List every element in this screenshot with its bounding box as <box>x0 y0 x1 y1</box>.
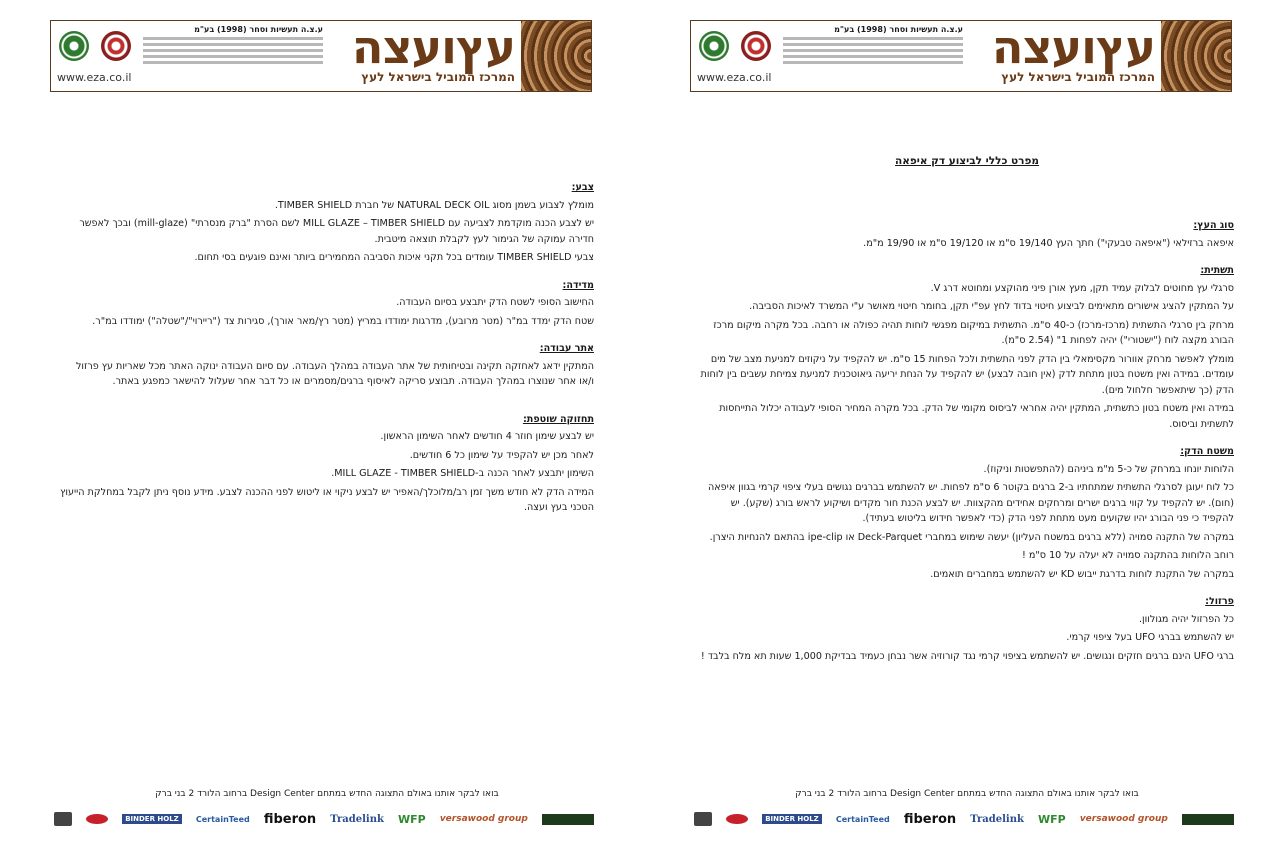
section-heading: סוג העץ: <box>1193 220 1234 231</box>
partner-badge-icon <box>694 812 712 826</box>
paragraph: רוחב הלוחות בהתקנה סמויה לא יעלה על 10 ס"מ ! <box>1021 550 1234 561</box>
partner-tradelink: Tradelink <box>970 813 1024 825</box>
paragraph: מומלץ לצבוע בשמן מסוג NATURAL DECK OIL של חברת TIMBER SHIELD. <box>274 199 594 211</box>
certification-seal-icon <box>699 31 729 61</box>
partner-fiberon: fiberon <box>263 811 317 827</box>
certification-seal-icon <box>59 31 89 61</box>
paragraph: ברגי UFO הינם ברגים חזקים ונגושים. יש להשתמש בציפוי קרמי נגד קורוזיה אשר נבחן כעמיד בבדיקת 1,000 שעות תא מלח בלבד ! <box>700 650 1234 662</box>
partner-logos <box>694 810 1234 828</box>
paragraph: המידה הדק לא חודש משך זמן רב/מלוכלך/האפיר יש לבצע ניקוי או ליטוש לפני ההכנה לצבע. מידע נוסף ניתן לקבל במחלקת הייעוץ הטכני בעץ ועצה. <box>60 486 594 513</box>
showroom-note: בואו לבקר אותנו באולם התצוגה החדש במתחם Design Center ברחוב הלורד 2 בני ברק <box>795 789 1139 799</box>
company-name: ע.צ.ה תעשיות וסחר (1998) בע"מ <box>834 25 963 34</box>
paragraph: כל לוח יעוגן לסרגלי התשתית שמתחתיו ב-2 ברגים בקוטר 6 ס"מ לפחות. יש להשתמש בברגים נגושים בעלי ציפוי קרמי בגוון איפאה (חום). יש להקפיד על קווי ברגים ישרים ומרחקים אחידים מהקצוות. יש לבצע הכנת חור מקדים ושיקוע לראש בורג (שקע). יש להקפיד כי פני הבורג יהיו שקועים מעט מתחת לפני הדק (כדי לאפשר חידוש בליטוש בעתיד). <box>708 482 1234 524</box>
partner-wfp: WFP <box>1038 812 1066 826</box>
partner-dark-logo-icon <box>1182 814 1234 825</box>
section-maintenance <box>60 412 594 516</box>
partner-dark-logo-icon <box>542 814 594 825</box>
section-worksite <box>60 341 594 390</box>
partner-certainteed: CertainTeed <box>195 814 250 824</box>
section-hardware <box>700 594 1234 664</box>
section-heading: פרזול: <box>1205 596 1234 607</box>
spec-body-left <box>60 180 594 528</box>
partner-oval-logo-icon <box>86 814 108 824</box>
website-url[interactable]: www.eza.co.il <box>57 71 132 84</box>
partner-oval-logo-icon <box>726 814 748 824</box>
quality-seal-icon <box>741 31 771 61</box>
brand-tagline: המרכז המוביל בישראל לעץ <box>361 70 515 84</box>
section-heading: תשתית: <box>1200 265 1234 276</box>
brand-logo: עץועצה <box>351 20 515 74</box>
paragraph: יש לצבע הכנה מוקדמת לצביעה עם MILL GLAZE – TIMBER SHIELD לשם הסרת "ברק מנסרתי" (mill-glaze) ובכך לאפשר חדירה עמוקה של הגימור לעץ לקבלת תוצאה מיטבית. <box>79 218 594 245</box>
paragraph: כל הפרזול יהיה מגולוון. <box>1139 613 1234 625</box>
wood-rings-logo-icon <box>1161 21 1231 91</box>
partner-versawood: versawood group <box>439 814 528 824</box>
quality-seal-icon <box>101 31 131 61</box>
section-wood-type <box>700 218 1234 251</box>
partner-wfp: WFP <box>398 812 426 826</box>
section-paint <box>60 180 594 266</box>
section-deck-surface <box>700 444 1234 582</box>
partner-binder: BINDER HOLZ <box>762 814 822 824</box>
paragraph: סרגלי עץ מחוטים לבלוק עמיד תקן, מעץ אורן פיני מהוקצע ומחוטא דרג V. <box>930 282 1234 294</box>
partner-tradelink: Tradelink <box>330 813 384 825</box>
paragraph: מרחק בין סרגלי התשתית (מרכז-מרכז) כ-40 ס"מ. התשתית במיקום מפגשי לוחות תהיה כפולה או רחבה. בכל מקרה מיקום מרכז הבורג מקצה לוח ("ישטורי") יהיה לפחות 1" (2.54 ס"מ). <box>713 319 1234 346</box>
document-page-right <box>640 0 1280 850</box>
paragraph: איפאה ברזילאי ("איפאה טבעקי") חתך העץ 19/140 ס"מ או 19/120 ס"מ או 19/90 מ"מ. <box>863 237 1234 249</box>
wood-rings-logo-icon <box>521 21 591 91</box>
section-heading: אתר עבודה: <box>539 343 594 354</box>
partner-logos <box>54 810 594 828</box>
paragraph: יש לבצע שימון חוזר 4 חודשים לאחר השימון הראשון. <box>380 431 594 442</box>
showroom-note: בואו לבקר אותנו באולם התצוגה החדש במתחם Design Center ברחוב הלורד 2 בני ברק <box>155 789 499 799</box>
company-name: ע.צ.ה תעשיות וסחר (1998) בע"מ <box>194 25 323 34</box>
letterhead <box>50 20 592 92</box>
paragraph: על המתקין להציג אישורים מתאימים לביצוע חיטוי בדוד לחץ עפ"י תקן, בחומר חיטוי מאושר ע"י המשרד לאיכות הסביבה. <box>749 301 1234 312</box>
partner-versawood: versawood group <box>1079 814 1168 824</box>
paragraph: במקרה של התקנת לוחות בדרגת ייבוש KD יש להשתמש במחברים תואמים. <box>930 568 1234 580</box>
partner-badge-icon <box>54 812 72 826</box>
paragraph: המתקין ידאג לאחזקה תקינה ובטיחותית של אתר העבודה במהלך העבודה. עם סיום העבודה ינוקה האתר מכל שאריות עץ פרזול ו/או אחר שנוצרו במהלך העבודה. תבוצע סריקה לאיסוף ברגים/מסמרים או כל דבר אחר שעלול להישאר כמפגע באתר. <box>75 360 594 387</box>
brand-tagline: המרכז המוביל בישראל לעץ <box>1001 70 1155 84</box>
paragraph: החישוב הסופי לשטח הדק יתבצע בסיום העבודה. <box>396 297 594 308</box>
paragraph: במקרה של התקנה סמויה (ללא ברגים במשטח העליון) יעשה שימוש במחברי Deck-Parquet או ipe-clip בהתאם להנחיות היצרן. <box>709 531 1234 543</box>
paragraph: לאחר מכן יש להקפיד על שימון כל 6 חודשים. <box>409 449 594 461</box>
partner-fiberon: fiberon <box>903 811 957 827</box>
section-heading: משטח הדק: <box>1180 446 1234 457</box>
partner-certainteed: CertainTeed <box>835 814 890 824</box>
paragraph: צבעי TIMBER SHIELD עומדים בכל תקני איכות הסביבה המחמירים ביותר ואינם פוגעים בסי תחום. <box>194 252 594 263</box>
spec-body-right <box>700 218 1234 676</box>
section-substructure <box>700 263 1234 432</box>
section-heading: מדידה: <box>562 279 594 291</box>
paragraph: יש להשתמש בברגי UFO בעל ציפוי קרמי. <box>1066 632 1234 643</box>
section-measurement <box>60 278 594 330</box>
brand-logo: עץועצה <box>991 20 1155 74</box>
section-heading: צבע: <box>571 182 594 193</box>
website-url[interactable]: www.eza.co.il <box>697 71 772 84</box>
company-contact-lines <box>143 37 323 67</box>
paragraph: מומלץ לאפשר מרחק אוורור מקסימאלי בין הדק לפני התשתית ולכל הפחות 15 ס"מ. יש להקפיד על ניקוזים למניעת מצב של מים עומדים. במידה ואין משטח בטון מתחת לדק (אין חובה לבצע) יש להקפיד על הנחת יריעה גיאוטכנית למניעת צמיחת עשבים בין לוחות הדק (כך שיתאפשר חלחול מים). <box>700 353 1234 396</box>
document-title: מפרט כללי לביצוע דק איפאה <box>894 155 1040 167</box>
partner-binder: BINDER HOLZ <box>122 814 182 824</box>
paragraph: שטח הדק ימדד במ"ר (מטר מרובע), מדרגות ימודדו במריץ (מטר רץ/מאר אורך), סגירות צד ("ריירוי"/"שטלה") ימודדו במ"ר. <box>92 315 594 327</box>
paragraph: הלוחות יונחו במרחק של כ-5 מ"מ ביניהם (להתפשטות וניקוז). <box>983 463 1234 475</box>
letterhead <box>690 20 1232 92</box>
paragraph: במידה ואין משטח בטון כתשתית, המתקין יהיה אחראי לביסוס מקומי של הדק. בכל מקרה המחיר הסופי לעבודה יכלול התייחסות לתשתית וביסוס. <box>719 403 1234 430</box>
section-heading: תחזוקה שוטפת: <box>522 413 594 425</box>
paragraph: השימון יתבצע לאחר הכנה ב-MILL GLAZE - TIMBER SHIELD. <box>331 468 594 479</box>
company-contact-lines <box>783 37 963 67</box>
